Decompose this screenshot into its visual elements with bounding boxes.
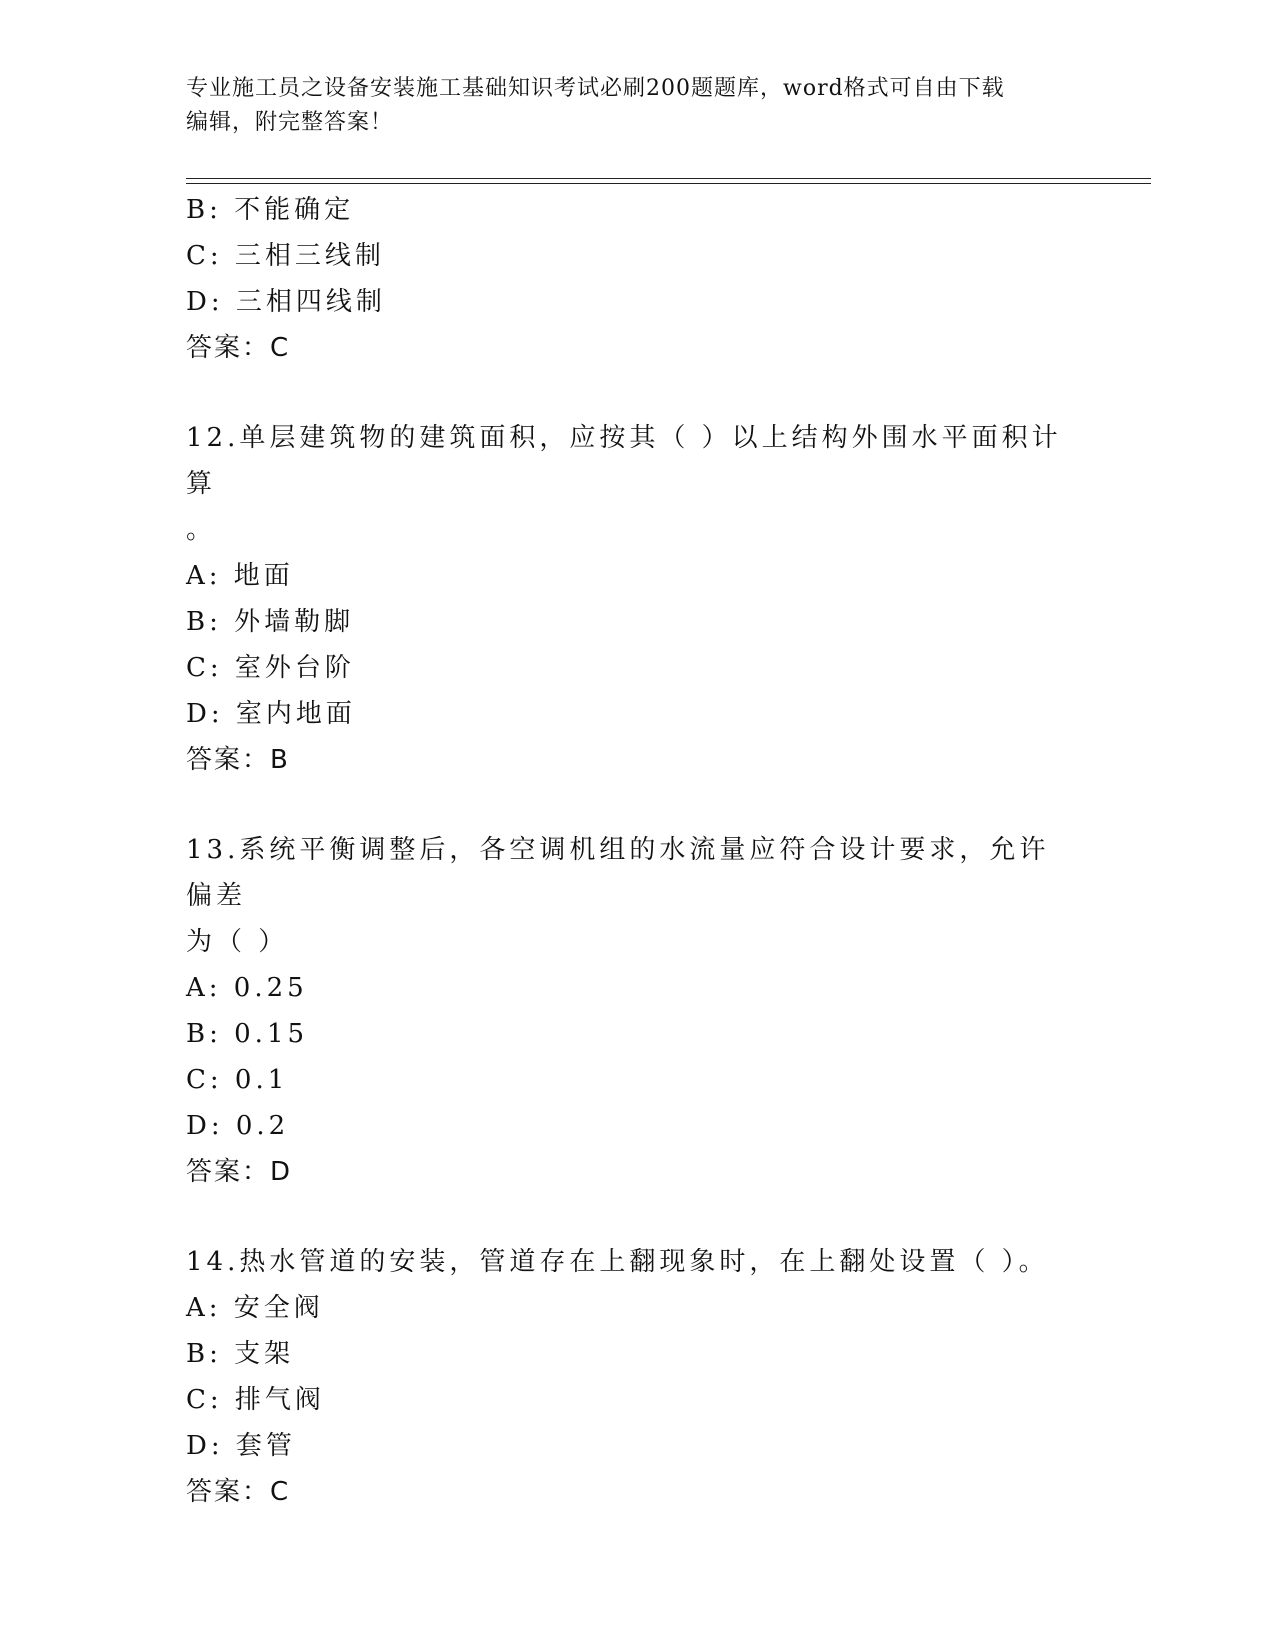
question-text bbox=[186, 827, 1066, 965]
option-d: D: 套管 bbox=[186, 1431, 296, 1461]
answer-label: 答案：C bbox=[186, 333, 291, 363]
document-title bbox=[186, 72, 1086, 140]
option-b: B: 支架 bbox=[186, 1339, 295, 1369]
option-d: D: 三相四线制 bbox=[186, 287, 386, 317]
option-c: C: 排气阀 bbox=[186, 1385, 325, 1415]
option-c: C: 0.1 bbox=[186, 1065, 289, 1095]
question-14-block bbox=[186, 1239, 1086, 1515]
question-text bbox=[186, 1239, 1066, 1285]
option-a: A: 安全阀 bbox=[186, 1293, 324, 1323]
option-b: B: 0.15 bbox=[186, 1019, 309, 1049]
answer-label: 答案：C bbox=[186, 1477, 291, 1507]
question-text-line-1: 12.单层建筑物的建筑面积，应按其（ ）以上结构外围水平面积计算 bbox=[186, 423, 1062, 499]
header-divider-bottom bbox=[186, 183, 1151, 184]
document-title-line-1: 专业施工员之设备安装施工基础知识考试必刷200题题库，word格式可自由下载 bbox=[186, 76, 1005, 101]
answer-label: 答案：D bbox=[186, 1157, 293, 1187]
question-13-block bbox=[186, 827, 1086, 1195]
option-a: A: 0.25 bbox=[186, 973, 308, 1003]
question-12-block bbox=[186, 415, 1086, 783]
answer-label: 答案：B bbox=[186, 745, 290, 775]
option-d: D: 0.2 bbox=[186, 1111, 290, 1141]
document-title-line-2: 编辑，附完整答案！ bbox=[186, 110, 394, 135]
question-text-line-1: 14.热水管道的安装，管道存在上翻现象时，在上翻处设置（ ）。 bbox=[186, 1247, 1049, 1277]
question-text-line-1: 13.系统平衡调整后，各空调机组的水流量应符合设计要求，允许偏差 bbox=[186, 835, 1050, 911]
option-b: B: 外墙勒脚 bbox=[186, 607, 355, 637]
option-c: C: 三相三线制 bbox=[186, 241, 385, 271]
option-a: A: 地面 bbox=[186, 561, 294, 591]
question-text-line-2: 为（ ） bbox=[186, 927, 289, 957]
question-list bbox=[186, 187, 1086, 1515]
option-c: C: 室外台阶 bbox=[186, 653, 355, 683]
question-text bbox=[186, 415, 1066, 553]
question-text-line-2: 。 bbox=[186, 515, 217, 545]
option-b: B: 不能确定 bbox=[186, 195, 355, 225]
header-divider-top bbox=[186, 178, 1151, 179]
question-11-block bbox=[186, 187, 1086, 371]
option-d: D: 室内地面 bbox=[186, 699, 356, 729]
